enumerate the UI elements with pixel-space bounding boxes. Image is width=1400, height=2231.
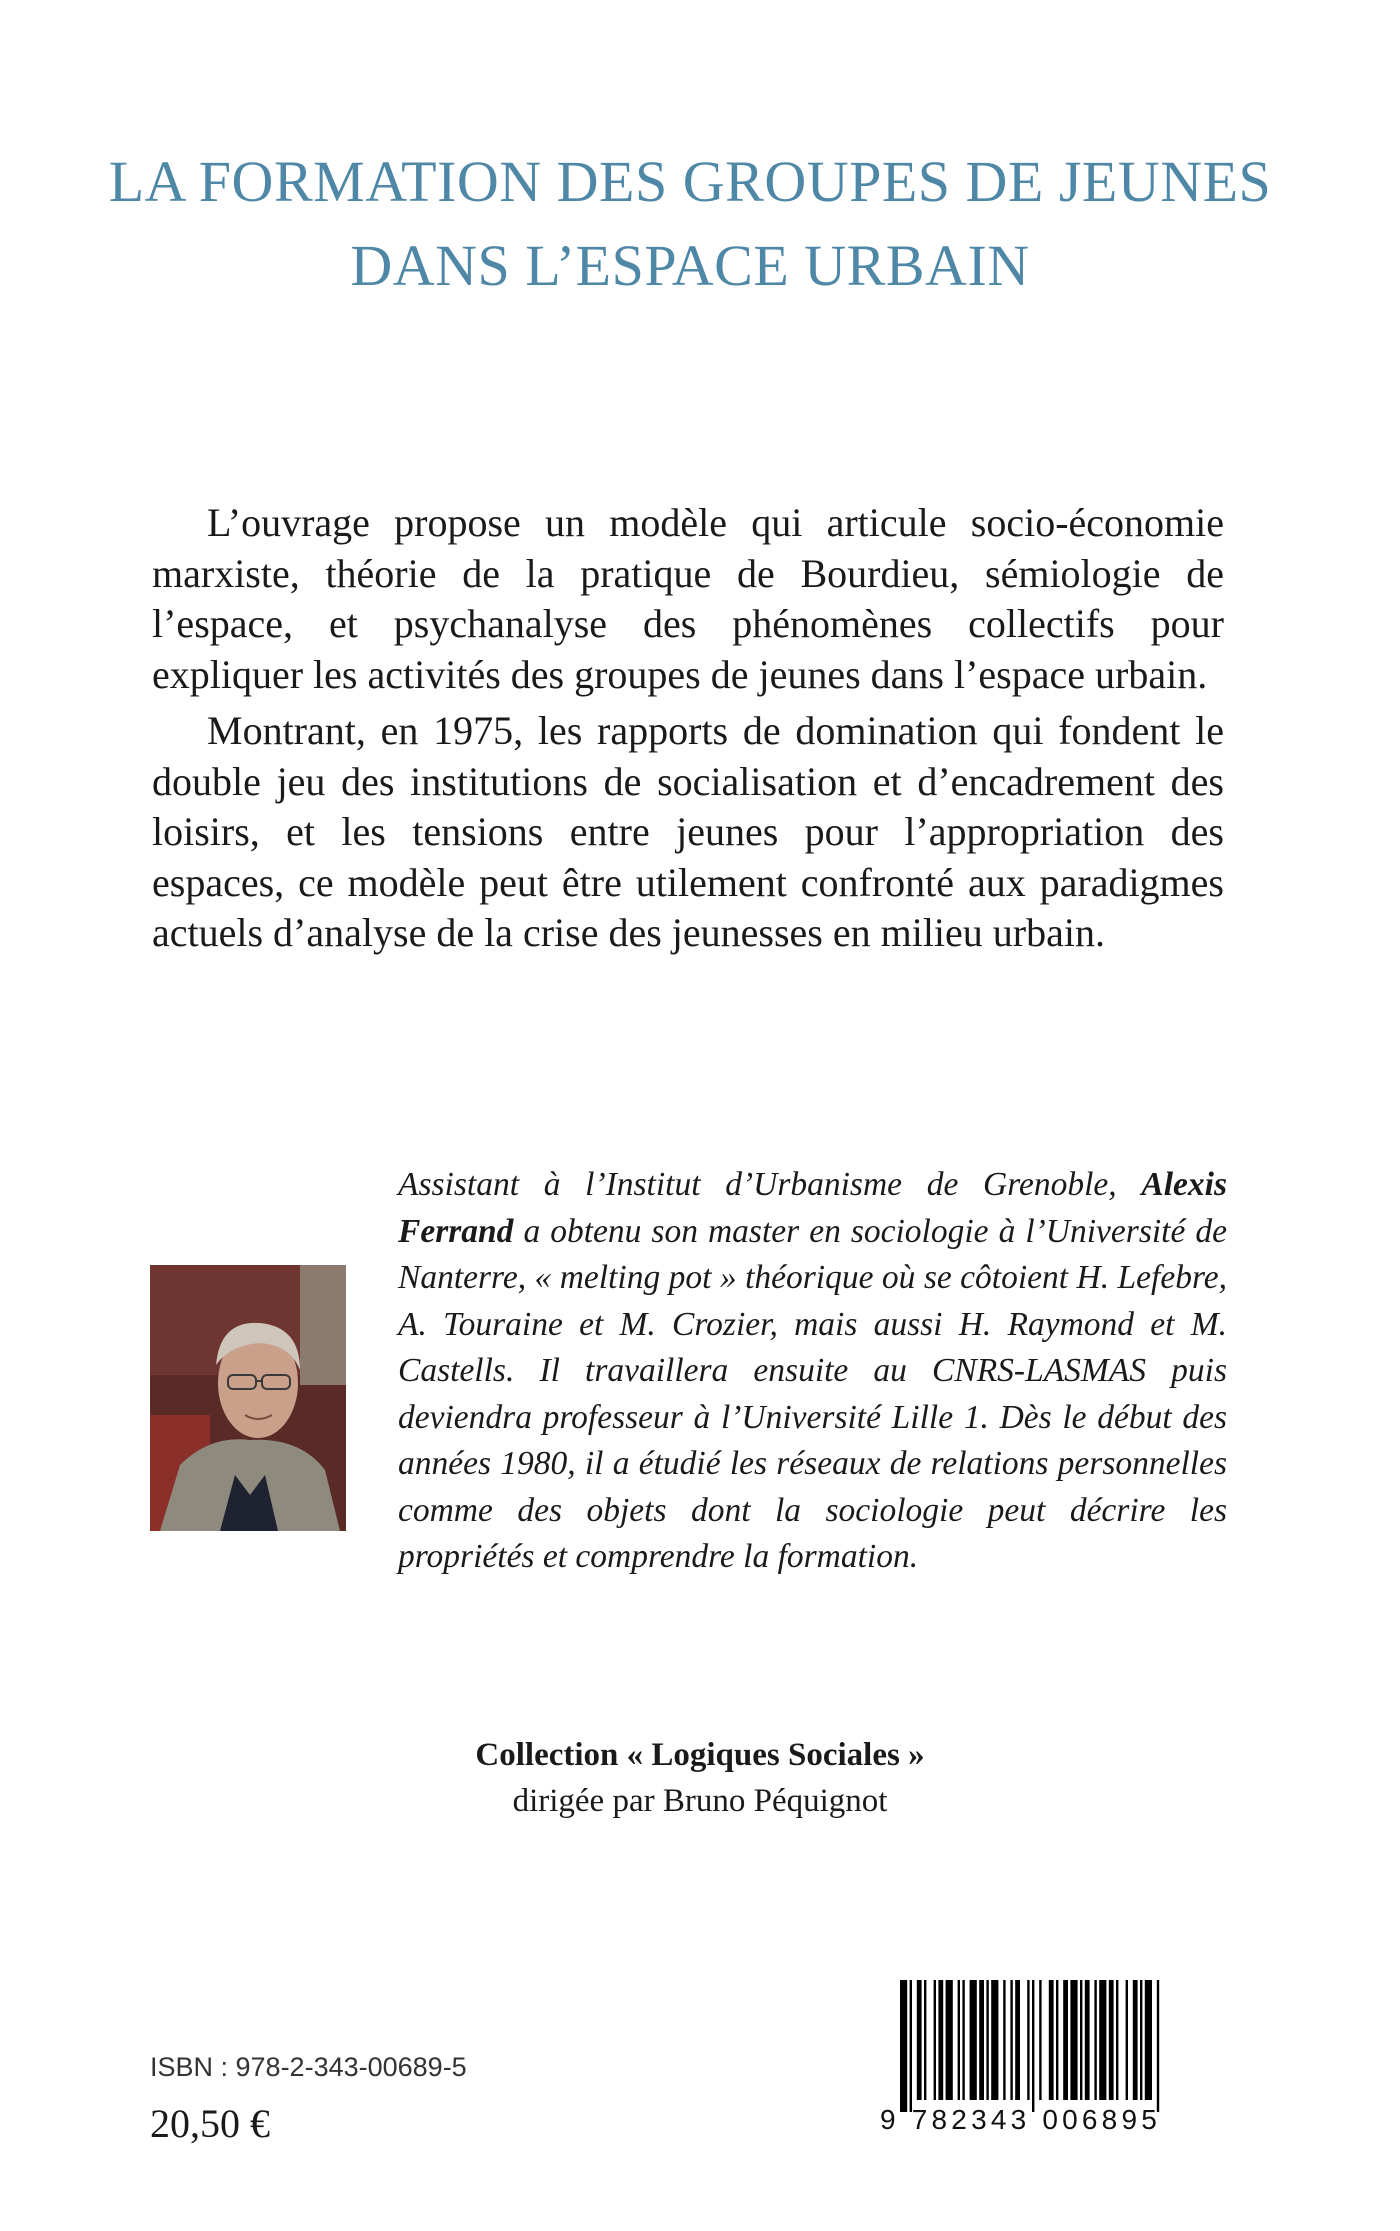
barcode-bar [1010, 1980, 1012, 2100]
barcode-bar [946, 1980, 953, 2100]
barcode-bar [934, 1980, 936, 2100]
barcode-bar [1080, 1980, 1082, 2100]
barcode-bar [1070, 1980, 1077, 2100]
author-bio [398, 1162, 1227, 1581]
book-title-line-1: LA FORMATION DES GROUPES DE JEUNES [108, 149, 1272, 214]
barcode-bar [1094, 1980, 1096, 2100]
barcode-bar [986, 1980, 988, 2100]
price: 20,50 € [150, 2101, 270, 2146]
collection-name: Collection « Logiques Sociales » [475, 1737, 925, 1773]
barcode-bar [1116, 1980, 1118, 2100]
barcode-bar [1109, 1980, 1114, 2100]
author-portrait-image [150, 1265, 346, 1531]
barcode-bar [1032, 1980, 1034, 2112]
collection-info [300, 1732, 1100, 1824]
barcode-bar [1056, 1980, 1058, 2100]
author-name: Alexis Ferrand [398, 1166, 1227, 1250]
barcode-bar [970, 1980, 977, 2100]
author-photo [150, 1265, 346, 1531]
barcode-bar [938, 1980, 943, 2100]
book-title-line-2: DANS L’ESPACE URBAIN [350, 233, 1030, 298]
barcode-bar [924, 1980, 926, 2100]
barcode-bar [1157, 1980, 1159, 2112]
barcode-bar [1099, 1980, 1106, 2100]
barcode-bar [958, 1980, 960, 2100]
isbn-number: ISBN : 978-2-343-00689-5 [150, 2052, 467, 2082]
barcode-bar [1126, 1980, 1128, 2100]
barcode-digits: 9 782343 006895 [880, 2104, 1161, 2135]
collection-director: dirigée par Bruno Péquignot [512, 1783, 888, 1819]
summary-paragraph-1: L’ouvrage propose un modèle qui articule socio-économie marxiste, théorie de la pratique de Bourdieu, sémiologie de l’espace, et psychanalyse des phénomènes collectifs pour expliquer les activités des groupes de jeunes dans l’espace urbain. [152, 500, 1224, 697]
barcode-bar [1003, 1980, 1005, 2100]
barcode-bar [979, 1980, 984, 2100]
barcode-bar [1085, 1980, 1090, 2100]
barcode-bar [1027, 1980, 1029, 2100]
bio-intro: Assistant à l’Institut d’Urbanisme de Grenoble, [398, 1166, 1142, 1203]
bio-text: a obtenu son master en sociologie à l’Université de Nanterre, « melting pot » théorique où se côtoient H. Lefebre, A. Touraine et M. Crozier, mais aussi H. Raymond et M. Castells. Il travaillera ensuite au CNRS-LASMAS puis deviendra professeur à l’Université Lille 1. Dès le début des années 1980, il a étudié les réseaux de relations personnelles comme des objets dont la sociologie peut décrire les propriétés et comprendre la formation. [398, 1212, 1227, 1575]
barcode-bar [917, 1980, 922, 2100]
barcode-bar [1140, 1980, 1142, 2100]
barcode-bar [1145, 1980, 1152, 2100]
barcode-bar [910, 1980, 912, 2112]
barcode-bar [1133, 1980, 1138, 2100]
book-summary [152, 498, 1224, 959]
barcode-bar [962, 1980, 964, 2100]
barcode-bar [900, 1980, 907, 2112]
barcode-bar [991, 1980, 998, 2100]
barcode-bar [1015, 1980, 1020, 2100]
barcode-bar [1049, 1980, 1054, 2100]
book-title [60, 140, 1320, 308]
summary-paragraph-2: Montrant, en 1975, les rapports de domination qui fondent le double jeu des institutions de socialisation et d’encadrement des loisirs, et les tensions entre jeunes pour l’appropriation des espaces, ce modèle peut être utilement confronté aux paradigmes actuels d’analyse de la crise des jeunesses en milieu urbain. [152, 708, 1224, 955]
barcode-bar [1039, 1980, 1041, 2100]
barcode-bar [1063, 1980, 1068, 2100]
